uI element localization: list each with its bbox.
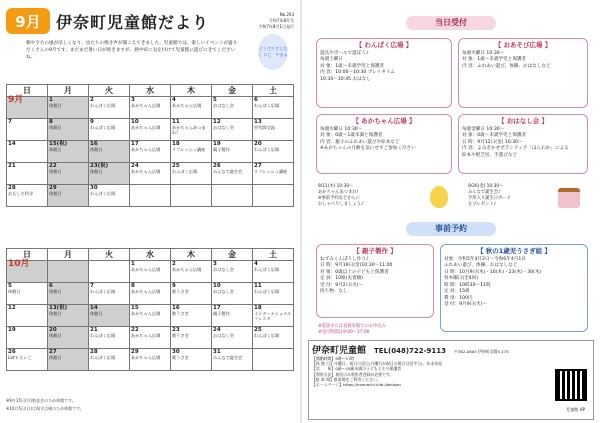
weekday-header: 月 [48, 249, 89, 261]
aki-line2: ふれあい遊び、体操、おはなしなど [444, 263, 518, 268]
calendar-day [253, 119, 294, 141]
day-number: 16 [172, 305, 180, 311]
akachan-title: 【 あかちゃん広場 】 [352, 117, 416, 125]
aki-line7: 費 用：100円 [444, 295, 473, 301]
day-event: あかちゃん広場 [131, 147, 161, 152]
september-calendar [6, 84, 294, 207]
calendar-week [7, 283, 294, 305]
calendar-day [130, 283, 171, 305]
day-event: あかちゃん広場 [131, 289, 161, 294]
day-event: わんぱく広場 [90, 125, 116, 130]
day-number: 25 [254, 327, 262, 333]
day-event: わんぱく広場 [90, 191, 116, 196]
day-event: わんぱく広場 [90, 333, 116, 338]
month-logo: 9月 [6, 8, 50, 34]
calendar-day [48, 163, 89, 185]
day-event: 休館日 [90, 147, 103, 152]
day-event: 休館日 [49, 311, 62, 316]
day-number: 9 [90, 119, 94, 125]
footer-line-4: 【利用方法】初回のみ利用者登録が必要です。 [312, 371, 394, 377]
akachan-line3: 内 容：親子のふれあい遊びや絵本など [320, 139, 400, 145]
calendar-day [130, 327, 171, 349]
day-number: 4 [254, 261, 258, 267]
calendar-day [89, 97, 130, 119]
calendar-day [253, 261, 294, 283]
calendar-day [7, 141, 48, 163]
day-number: 30 [90, 185, 98, 191]
event-birthday [468, 184, 548, 208]
weekday-header: 日 [7, 85, 48, 97]
calendar-day [7, 163, 48, 185]
calendar-day [7, 261, 48, 283]
day-event: 休館日 [49, 333, 62, 338]
calendar-day [212, 327, 253, 349]
aki-line4: 各木曜日(全4回) [444, 276, 479, 281]
day-event: あかちゃん広場 [131, 103, 161, 108]
oasobi-title: 【 おあそび広場 】 [494, 41, 552, 49]
day-number: 17 [131, 141, 139, 147]
day-number: 20 [49, 327, 57, 333]
calendar-day [130, 349, 171, 371]
day-number: 23 [172, 327, 180, 333]
day-event: わんぱく広場 [90, 103, 116, 108]
day-event: リフレッシュ講座 [172, 147, 206, 152]
day-event: 歌うさぎ [172, 289, 189, 294]
day-event: あかちゃん広場 [131, 125, 161, 130]
calendar-week [7, 185, 294, 207]
footer-line-2: 【休 館 日】月曜日、祝日の翌日(月曜日が祝日の場合は翌平日)、年末年始 [312, 361, 443, 367]
day-number: 29 [131, 349, 139, 355]
calendar-day [130, 261, 171, 283]
ev2-line2: みんなで誕生会♪ [468, 190, 501, 195]
calendar-day [130, 163, 171, 185]
calendar-week [7, 141, 294, 163]
calendar-day [171, 185, 212, 207]
akachan-box [316, 114, 452, 174]
day-event: わんぱく広場 [254, 103, 280, 108]
event-baby-gathering [318, 184, 418, 208]
day-number: 31 [213, 349, 221, 355]
day-event: 休館日 [49, 147, 62, 152]
calendar-day [171, 283, 212, 305]
wanpaku-line3: 対 象：1歳～未就学児と保護者 [320, 63, 385, 69]
day-event: あかちゃんあつまれ! [172, 125, 206, 135]
calendar-day [130, 141, 171, 163]
ohanashi-line1: 毎週金曜日 10:30～ [462, 126, 505, 132]
facility-tel: TEL(048)722-9113 [374, 347, 447, 355]
calendar-day [212, 185, 253, 207]
day-number: 1 [131, 261, 135, 267]
footer-line-3: 【対 象】0歳～18歳未満の子どもとその保護者 [312, 366, 402, 372]
calendar-day [171, 97, 212, 119]
day-event: 休館日 [49, 355, 62, 360]
day-event: 歌うさぎ [172, 333, 189, 338]
calendar-day [171, 305, 212, 327]
day-number: 8 [49, 119, 53, 125]
calendar-day [48, 141, 89, 163]
day-number: 16 [90, 141, 98, 147]
wanpaku-line1: 遊具やボールで遊ぼう♪ [320, 50, 369, 56]
issue-date: 令和7年8月1日発行 [258, 24, 294, 29]
day-number: 5 [8, 283, 12, 289]
calendar-day [171, 163, 212, 185]
akachan-line1: 毎週水曜日 10:30～ [320, 126, 363, 132]
calendar-week [7, 119, 294, 141]
header [6, 4, 294, 38]
calendar-day [253, 163, 294, 185]
day-number: 27 [254, 163, 262, 169]
calendar-day [130, 305, 171, 327]
wanpaku-title: 【 わんぱく広場 】 [355, 41, 413, 49]
day-number: 17 [213, 305, 221, 311]
day-number: 26 [213, 163, 221, 169]
calendar-day [253, 305, 294, 327]
page-title: 伊奈町児童館だより [56, 12, 210, 32]
calendar-day [130, 119, 171, 141]
calendar-day [48, 185, 89, 207]
calendar-day [7, 305, 48, 327]
day-number: 19 [8, 327, 16, 333]
day-number: 10 [131, 119, 139, 125]
cake-icon [558, 188, 580, 208]
ev2-line3: 手形入り誕生日カード [468, 196, 511, 201]
day-number: 13 [254, 119, 262, 125]
footer [308, 340, 594, 420]
ev1-line3: ※事前予約などからに [318, 196, 361, 201]
day-number: 5 [213, 97, 217, 103]
day-event: 世代間交流 [254, 125, 275, 130]
day-event: 親子製作 [213, 147, 230, 152]
day-event: 歌うさぎ [172, 355, 189, 360]
day-event: みんなで誕生会 [213, 355, 243, 360]
day-number: 15 [131, 305, 139, 311]
weekday-header: 火 [89, 249, 130, 261]
day-number: 28 [90, 349, 98, 355]
ev1-line4: おしゃべりしましょう♪ [318, 202, 364, 207]
oasobi-box [458, 38, 588, 108]
day-number: 18 [172, 141, 180, 147]
calendar-day [130, 185, 171, 207]
oyako-line3: 対 象：0歳以上の子どもと保護者 [320, 269, 389, 275]
issue-number: No.203 [279, 12, 294, 17]
day-event: わんぱく広場 [254, 267, 280, 272]
day-event: わんぱく広場 [254, 333, 280, 338]
calendar-day [253, 97, 294, 119]
day-event: おはなし会 [213, 103, 234, 108]
ohanashi-line4: 内 容：よみきかせボランティア「ほんわか」による [462, 146, 569, 151]
calendar-day [7, 349, 48, 371]
oyako-line1: ねずみくんぽうし作り♪ [320, 256, 369, 262]
day-event: 親子製作 [213, 311, 230, 316]
calendar-week [7, 349, 294, 371]
ev2-line4: をプレゼント♪ [468, 202, 497, 207]
day-event: あかちゃん広場 [131, 333, 161, 338]
calendar-day [7, 119, 48, 141]
day-number: 22 [49, 163, 57, 169]
day-number: 18 [254, 305, 262, 311]
day-event: Let's えいご [8, 355, 32, 360]
day-number: 14 [8, 141, 16, 147]
day-event: あかちゃん広場 [131, 311, 161, 316]
day-event: あかちゃん広場 [131, 267, 161, 272]
weekday-header: 木 [171, 85, 212, 97]
day-number: 24 [213, 327, 221, 333]
day-event: 休館日 [49, 103, 62, 108]
day-number: 12 [213, 119, 221, 125]
calendar-day [253, 349, 294, 371]
day-event: あかちゃん広場 [172, 267, 202, 272]
day-number: 9 [172, 283, 176, 289]
facility-address: 〒362-0805 伊奈町羽貫5-175 [454, 349, 509, 354]
day-event: わんぱく広場 [90, 355, 116, 360]
calendar-day [89, 141, 130, 163]
oyako-line6: 持ち物：なし [320, 289, 348, 294]
aki-line1: 対象：令和5年4月2日～令和6年4月1日 [444, 256, 526, 262]
day-number: 3 [131, 97, 135, 103]
calendar-note-2: ※10月5日(日)は保守点検のため休館です。 [6, 406, 84, 411]
footer-line-1: 【開館時間】9時～17時 [312, 356, 355, 361]
weekday-header: 水 [130, 85, 171, 97]
calendar-day [89, 185, 130, 207]
weekday-header: 水 [130, 249, 171, 261]
calendar-day [7, 327, 48, 349]
oasobi-line2: 対 象：1歳～未就学児と保護者 [462, 57, 527, 62]
reservation-band: 事前予約 [406, 222, 496, 236]
month-label: 9月 [8, 95, 24, 105]
weekday-header: 土 [253, 85, 294, 97]
calendar-day [48, 97, 89, 119]
aki-line8: 受 付：9月9日(火)～ [444, 302, 488, 307]
wanpaku-line4: 内 容：10:00～10:30 プレイタイム [320, 70, 395, 75]
day-event: 休館日 [49, 125, 62, 130]
calendar-day [212, 283, 253, 305]
day-number: 7 [90, 283, 94, 289]
facility-name: 伊奈町児童館 [312, 346, 367, 356]
calendar-day [212, 163, 253, 185]
day-event: みんなで誕生会 [213, 169, 243, 174]
day-number: 2 [90, 97, 94, 103]
oyako-line2: 日 時：9月19日(金)10:30～11:00 [320, 263, 393, 268]
day-event: おはなし会 [213, 289, 234, 294]
calendar-week [7, 97, 294, 119]
calendar-week [7, 261, 294, 283]
day-number: 21 [90, 327, 98, 333]
chick-icon [430, 186, 448, 208]
calendar-day [89, 327, 130, 349]
calendar-day [253, 327, 294, 349]
calendar-day [89, 349, 130, 371]
day-number: 11 [254, 283, 262, 289]
calendar-day [171, 327, 212, 349]
oyako-line5: 受 付：9月2日(火)～ [320, 282, 364, 288]
day-event: 歌うさぎ [172, 311, 189, 316]
calendar-day [171, 349, 212, 371]
day-event: あかちゃん広場 [131, 355, 161, 360]
weekday-header: 木 [171, 249, 212, 261]
day-number: 25 [172, 163, 180, 169]
day-number: 24 [131, 163, 139, 169]
calendar-day [7, 283, 48, 305]
reservation-note: ※電話または直接来館でのお申込み ※受付時間は9:00～17:00 [318, 324, 387, 335]
calendar-day [89, 261, 130, 283]
aki-title: 【 秋の1歳児うさぎ組 】 [476, 247, 552, 255]
day-number: 29 [49, 185, 57, 191]
aki-line5: 時 間：10時30～11時 [444, 282, 491, 288]
calendar-day [89, 305, 130, 327]
footer-line-5: 【駐 車 場】駐車場をご利用ください。 [312, 376, 381, 382]
aki-box [440, 244, 588, 332]
ohanashi-line2: 対 象：0歳～未就学児と保護者 [462, 133, 527, 138]
calendar-day [48, 261, 89, 283]
day-event: わんぱく広場 [254, 289, 280, 294]
ohanashi-title: 【 おはなし会 】 [497, 117, 549, 125]
calendar-day [171, 261, 212, 283]
day-number: 19 [213, 141, 221, 147]
day-event: 休館日 [49, 169, 62, 174]
day-event: インターナショナルフェスタ [254, 311, 292, 321]
day-number: 7 [8, 119, 12, 125]
calendar-day [253, 185, 294, 207]
day-event: おもしろ科学 [8, 191, 34, 196]
calendar-day [253, 283, 294, 305]
day-number: 3 [213, 261, 217, 267]
ohanashi-line3: 日 時：9月12日(金) 10:30～ [462, 139, 523, 145]
calendar-day [48, 119, 89, 141]
akachan-line4: ※あかちゃんの月齢を気にせずご参加ください [320, 146, 416, 151]
events-panel [302, 0, 600, 423]
day-number: 20 [254, 141, 262, 147]
day-number: 26 [8, 349, 16, 355]
wanpaku-box [316, 38, 452, 108]
aki-line3: 日 時：10月9日(木)・16(木)・23(木)・30(木) [444, 269, 542, 275]
weekday-header: 金 [212, 249, 253, 261]
day-event: 休館日 [8, 289, 21, 294]
day-number: 4 [172, 97, 176, 103]
calendar-day [48, 327, 89, 349]
calendar-day [212, 305, 253, 327]
calendar-day [212, 349, 253, 371]
day-number: 8 [131, 283, 135, 289]
mascot-badge: どうぞたすえなし にじ やまぁ [258, 34, 288, 70]
day-event: わんぱく広場 [90, 289, 116, 294]
calendar-week [7, 305, 294, 327]
calendar-day [171, 141, 212, 163]
calendar-day [89, 119, 130, 141]
oasobi-line1: 毎週火曜日 10:30～ [462, 50, 505, 56]
day-number: 27 [49, 349, 57, 355]
calendar-day [171, 119, 212, 141]
oyako-line4: 定 員：10組(先着順) [320, 276, 364, 281]
issue-month: 令和7年8月号 [268, 18, 294, 23]
day-event: 休館日 [90, 311, 103, 316]
calendar-day [48, 283, 89, 305]
calendar-day [253, 141, 294, 163]
day-number: 23(祝) [90, 163, 109, 169]
wanpaku-line2: 毎週土曜日 [320, 57, 343, 62]
intro-text: 朝や夕方の風が涼しくなり、虫たちの鳴き声が聞こえてきました。児童館では、楽しいイベントが盛りだくさんの9月です。まだまだ暑い日が続きますが、熱中症に気を付けて児童館に遊びにきてくださいね。 [26, 41, 238, 60]
day-number: 12 [8, 305, 16, 311]
weekday-header: 金 [212, 85, 253, 97]
day-event: 休館日 [90, 169, 103, 174]
day-number: 10 [213, 283, 221, 289]
homepage-link[interactable]: 【ホームページ】https://inamachi.info.jidoukan [312, 382, 401, 388]
day-event: リフレッシュ講座 [254, 169, 288, 174]
calendar-day [212, 261, 253, 283]
october-calendar [6, 248, 294, 371]
weekday-header: 月 [48, 85, 89, 97]
qr-caption: 児童館 HP [566, 407, 585, 412]
day-number: 2 [172, 261, 176, 267]
day-number: 28 [8, 185, 16, 191]
ev1-line2: あかちゃんあつまれ! [318, 190, 359, 195]
calendar-day [212, 119, 253, 141]
calendar-day [89, 163, 130, 185]
day-event: あかちゃん広場 [131, 169, 161, 174]
day-number: 6 [49, 283, 53, 289]
aki-line6: 定 員：15組 [444, 289, 470, 294]
weekday-header: 土 [253, 249, 294, 261]
day-event: おはなし会 [213, 267, 234, 272]
calendar-day [48, 349, 89, 371]
weekday-header: 火 [89, 85, 130, 97]
calendar-week [7, 327, 294, 349]
day-event: わんぱく広場 [172, 169, 198, 174]
day-number: 22 [131, 327, 139, 333]
day-number: 30 [172, 349, 180, 355]
wanpaku-line5: 10:30～10:45 おはなし [320, 76, 371, 82]
calendar-note-1: ※9月15日(月)敬老会のため休館です。 [6, 398, 76, 403]
calendar-day [212, 141, 253, 163]
day-event: あかちゃん広場 [172, 103, 202, 108]
calendar-day [130, 97, 171, 119]
day-number: 13(祝) [49, 305, 68, 311]
day-event: おはなし会 [213, 333, 234, 338]
oyako-title: 【 親子製作 】 [353, 247, 397, 255]
calendar-day [89, 283, 130, 305]
calendar-day [7, 185, 48, 207]
ev1-line1: 9/11(木) 10:30～ [318, 184, 354, 189]
qr-code-icon[interactable] [555, 369, 587, 401]
calendar-day [212, 97, 253, 119]
calendar-day [48, 305, 89, 327]
oyako-box [316, 244, 434, 318]
ev2-line1: 9/26(金) 10:30～ [468, 184, 504, 189]
calendar-week [7, 163, 294, 185]
issue-info [258, 12, 294, 30]
same-day-band: 当日受付 [406, 16, 496, 30]
day-number: 15(祝) [49, 141, 68, 147]
day-number: 11 [172, 119, 180, 125]
oasobi-line3: 内 容：ふれあい遊び、体操、おはなしなど [462, 63, 551, 69]
calendar-day [7, 97, 48, 119]
day-number: 6 [254, 97, 258, 103]
day-event: 休館日 [49, 289, 62, 294]
akachan-line2: 対 象：0歳～1歳未満と保護者 [320, 133, 383, 138]
day-event: 休館日 [49, 191, 62, 196]
day-event: わんぱく広場 [254, 147, 280, 152]
day-event: おはなし会 [213, 125, 234, 130]
ohanashi-line5: 絵本や紙芝居、手遊びなど [462, 152, 518, 158]
day-number: 14 [90, 305, 98, 311]
ohanashi-box [458, 114, 588, 174]
day-number: 21 [8, 163, 16, 169]
month-label: 10月 [8, 259, 30, 269]
weekday-header: 日 [7, 249, 48, 261]
day-number: 1 [49, 97, 53, 103]
